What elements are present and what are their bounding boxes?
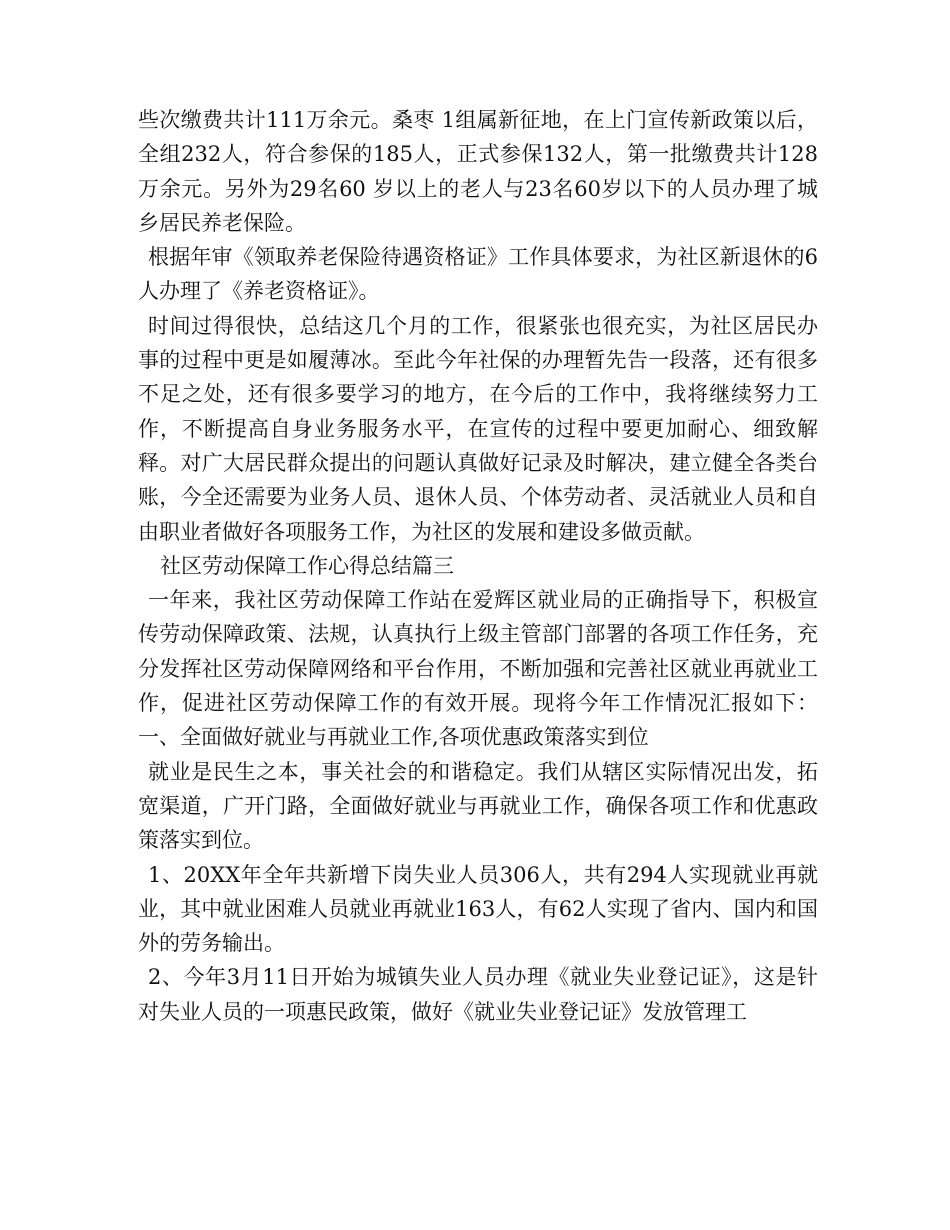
paragraph-item-2: 2、今年3月11日开始为城镇失业人员办理《就业失业登记证》，这是针对失业人员的一项惠民政策，做好《就业失业登记证》发放管理工: [138, 965, 818, 1024]
paragraph-qualification-certificate: 根据年审《领取养老保险待遇资格证》工作具体要求，为社区新退休的6人办理了《养老资格证》。: [138, 245, 818, 304]
paragraph-item-1: 1、20XX年全年共新增下岗失业人员306人，共有294人实现就业再就业，其中就业困难人员就业再就业163人，有62人实现了省内、国内和国外的劳务输出。: [138, 862, 818, 956]
paragraph-employment: 就业是民生之本，事关社会的和谐稳定。我们从辖区实际情况出发，拓宽渠道，广开门路，全面做好就业与再就业工作，确保各项工作和优惠政策落实到位。: [138, 759, 818, 853]
paragraph-work-summary: 时间过得很快，总结这几个月的工作，很紧张也很充实，为社区居民办事的过程中更是如履薄冰。至此今年社保的办理暂先告一段落，还有很多不足之处，还有很多要学习的地方，在今后的工作中，我将继续努力工作，不断提高自身业务服务水平，在宣传的过程中要更加耐心、细致解释。对广大居民群众提出的问题认真做好记录及时解决，建立健全各类台账，今全还需要为业务人员、退休人员、个体劳动者、灵活就业人员和自由职业者做好各项服务工作，为社区的发展和建设多做贡献。: [138, 313, 818, 544]
paragraph-annual-overview: 一年来，我社区劳动保障工作站在爱辉区就业局的正确指导下，积极宣传劳动保障政策、法规，认真执行上级主管部门部署的各项工作任务，充分发挥社区劳动保障网络和平台作用，不断加强和完善社区就业再就业工作，促进社区劳动保障工作的有效开展。现将今年工作情况汇报如下： 一、全面做好就业与再就业工作,各项优惠政策落实到位: [138, 588, 818, 750]
paragraph-pension-payments: 些次缴费共计111万余元。桑枣 1组属新征地，在上门宣传新政策以后，全组232人，符合参保的185人，正式参保132人，第一批缴费共计128万余元。另外为29名60 岁以上的老人与23名60岁以下的人员办理了城乡居民养老保险。: [138, 108, 818, 235]
document-body: [138, 103, 818, 1029]
section-heading: 社区劳动保障工作心得总结篇三: [160, 553, 454, 578]
